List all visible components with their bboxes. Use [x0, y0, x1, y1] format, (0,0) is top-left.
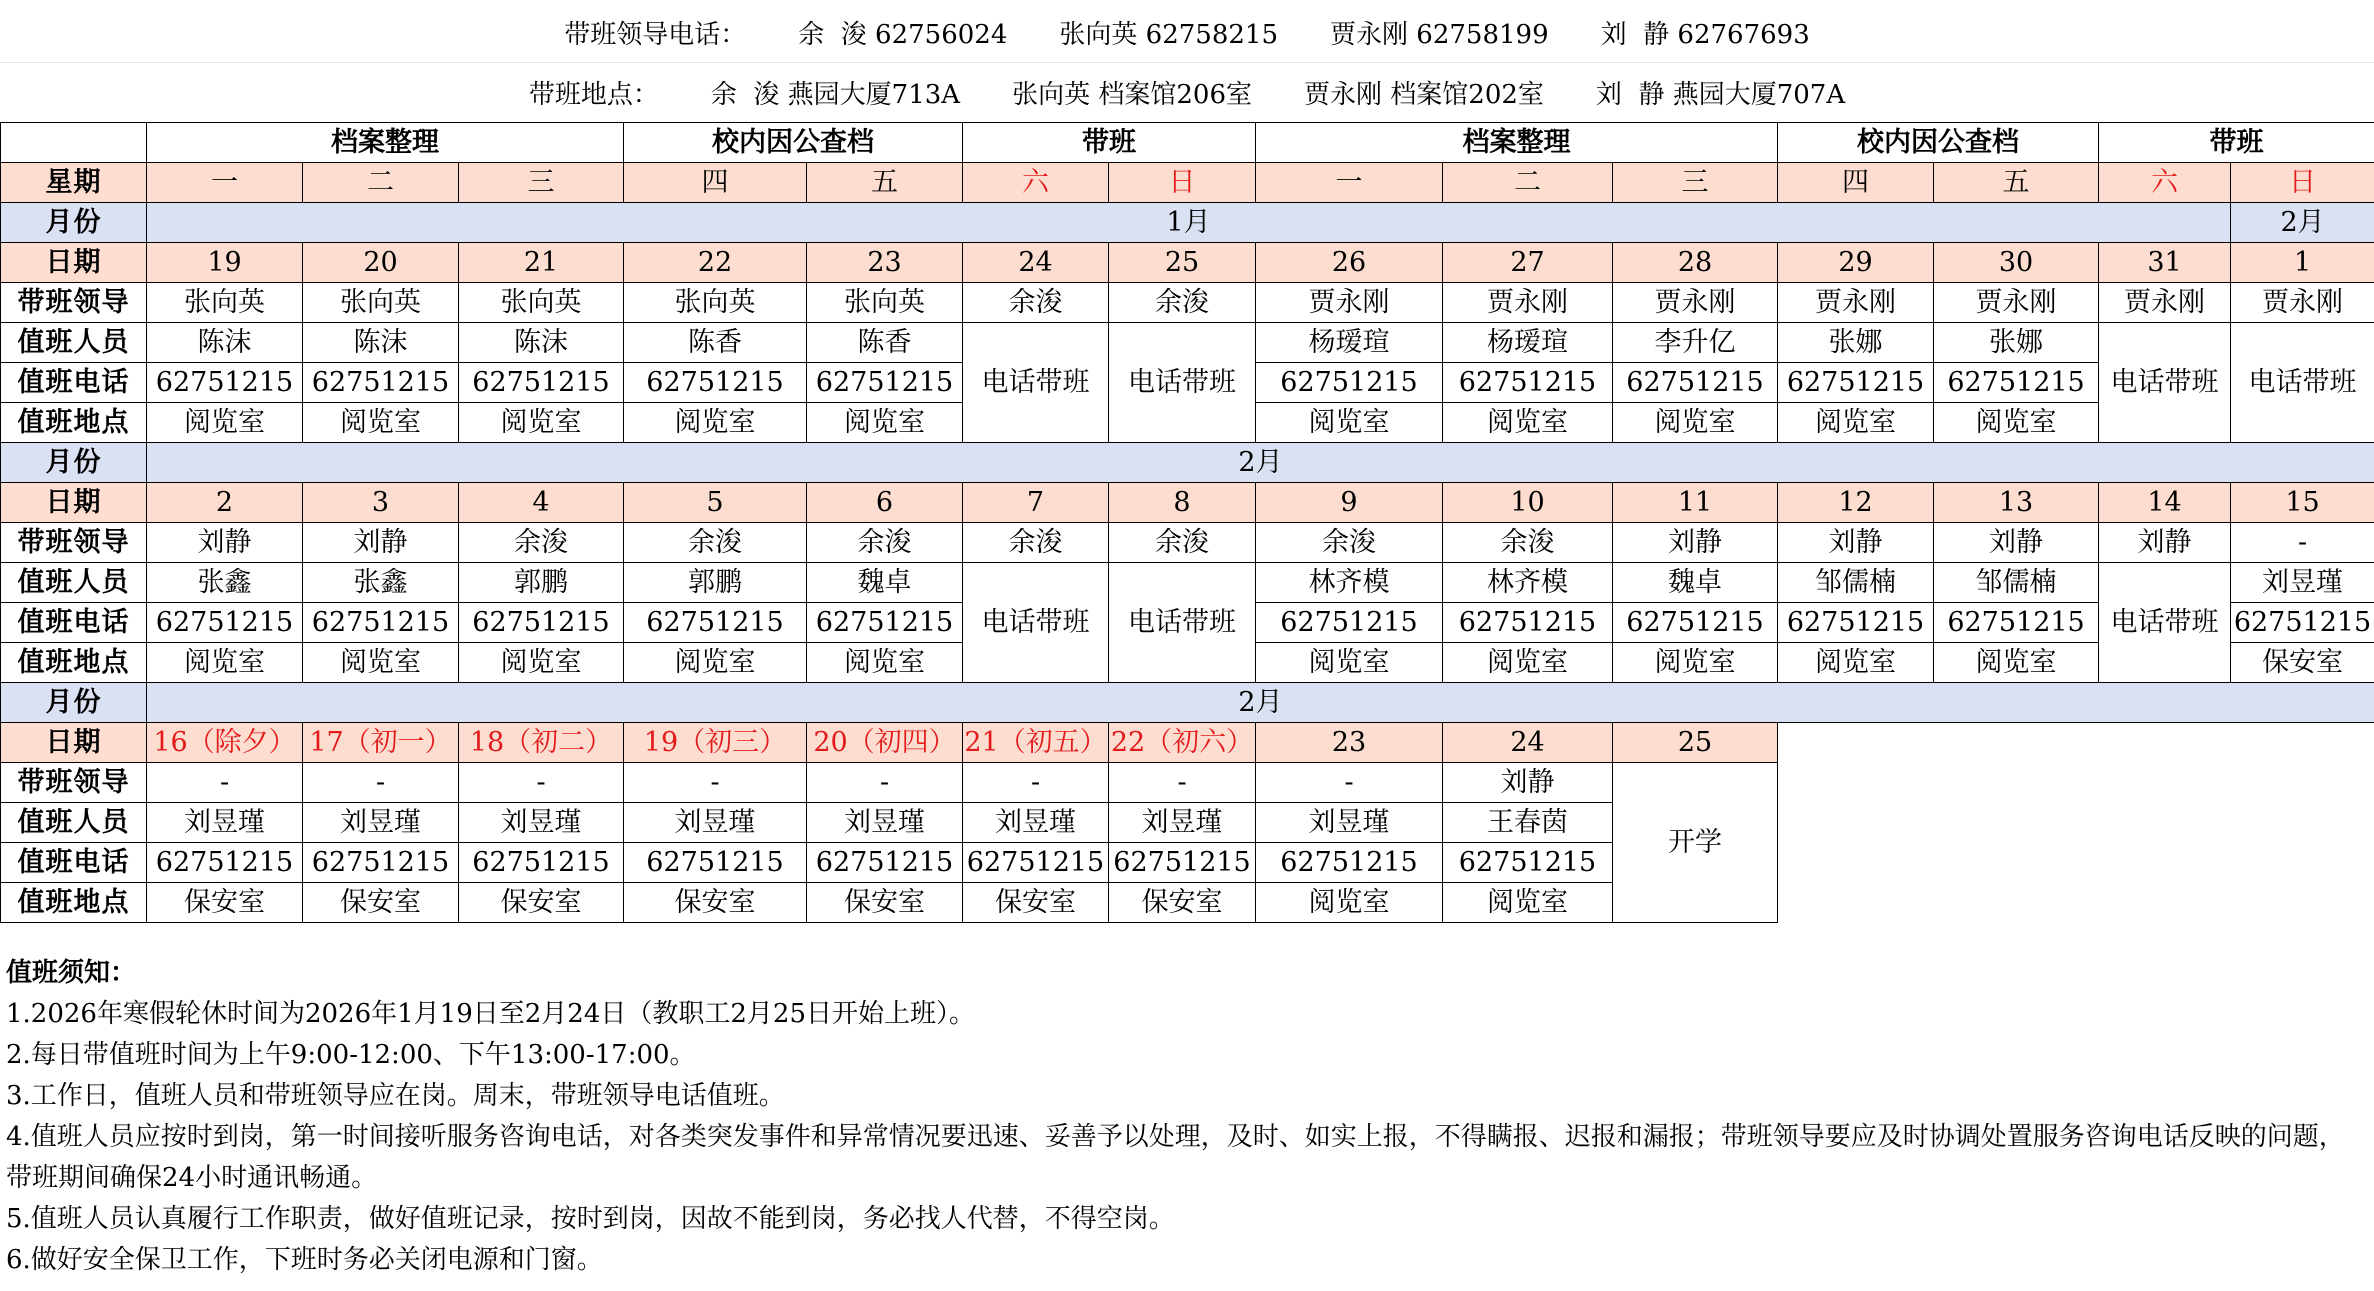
date-cell: 23: [1256, 723, 1443, 763]
date-cell: 1: [2231, 243, 2374, 283]
place-cell: 阅览室: [1443, 403, 1613, 443]
date-label: 日期: [1, 243, 147, 283]
date-cell: 4: [459, 483, 624, 523]
leader-phone-number: 62756024: [875, 19, 1008, 50]
leader-cell: 贾永刚: [1443, 283, 1613, 323]
date-cell: 9: [1256, 483, 1443, 523]
leader-cell: -: [1109, 763, 1256, 803]
month-label: 月份: [1, 203, 147, 243]
place-cell: 阅览室: [1256, 643, 1443, 683]
phone-cell: 62751215: [459, 843, 624, 883]
phone-cell: 62751215: [1256, 843, 1443, 883]
place-cell: 阅览室: [1443, 883, 1613, 923]
leader-cell: 余浚: [963, 523, 1109, 563]
leader-cell: 刘静: [1443, 763, 1613, 803]
staff-label: 值班人员: [1, 563, 147, 603]
note-item: 1.2026年寒假轮休时间为2026年1月19日至2月24日（教职工2月25日开始上班）。: [6, 999, 976, 1029]
weekday-cell: 六: [2099, 163, 2231, 203]
date-cell: 28: [1613, 243, 1778, 283]
weekday-cell: 五: [807, 163, 963, 203]
date-cell: 15: [2231, 483, 2374, 523]
phone-cell: 62751215: [303, 603, 459, 643]
date-label: 日期: [1, 723, 147, 763]
phone-cell: 62751215: [1443, 363, 1613, 403]
empty-cell: [1934, 843, 2099, 883]
date-cell: 5: [624, 483, 807, 523]
staff-cell: 刘昱瑾: [1109, 803, 1256, 843]
date-cell: 13: [1934, 483, 2099, 523]
leader-cell: 刘静: [1613, 523, 1778, 563]
leader-cell: 余浚: [459, 523, 624, 563]
corner-cell: [1, 123, 147, 163]
place-cell: 阅览室: [459, 643, 624, 683]
place-cell: 保安室: [963, 883, 1109, 923]
month-cell: 2月: [2231, 203, 2374, 243]
staff-label: 值班人员: [1, 803, 147, 843]
place-cell: 阅览室: [1778, 643, 1934, 683]
weekday-cell: 日: [2231, 163, 2374, 203]
month-label: 月份: [1, 683, 147, 723]
date-cell: 20（初四）: [807, 723, 963, 763]
staff-label: 值班人员: [1, 323, 147, 363]
leader-location-label: 带班地点：: [528, 79, 659, 110]
leader-cell: 刘静: [2099, 523, 2231, 563]
phone-duty-cell: 电话带班: [1109, 323, 1256, 443]
leader-cell: -: [807, 763, 963, 803]
leader-location-name: 张向英: [1012, 79, 1091, 110]
date-cell: 24: [963, 243, 1109, 283]
leader-cell: 余浚: [807, 523, 963, 563]
category-header: 校内因公查档: [624, 123, 963, 163]
weekday-cell: 日: [1109, 163, 1256, 203]
note-item: 3.工作日，值班人员和带班领导应在岗。周末，带班领导电话值班。: [6, 1081, 785, 1111]
leader-location-name: 余 浚: [710, 79, 780, 110]
place-cell: 阅览室: [303, 643, 459, 683]
date-cell: 25: [1109, 243, 1256, 283]
leader-location-place: 燕园大厦713A: [787, 79, 961, 110]
phone-cell: 62751215: [807, 603, 963, 643]
duty-notes: [6, 953, 2366, 1281]
phone-cell: 62751215: [303, 363, 459, 403]
empty-cell: [2099, 803, 2231, 843]
staff-cell: 陈香: [807, 323, 963, 363]
leader-location-header: [0, 62, 2374, 122]
leader-cell: 刘静: [147, 523, 303, 563]
leader-cell: 张向英: [807, 283, 963, 323]
date-cell: 19（初三）: [624, 723, 807, 763]
note-item: 4.值班人员应按时到岗，第一时间接听服务咨询电话，对各类突发事件和异常情况要迅速、妥善予以处理，及时、如实上报，不得瞒报、迟报和漏报；带班领导要应及时协调处置服务咨询电话反映的问题，带班期间确保24小时通讯畅通。: [6, 1122, 2345, 1193]
staff-cell: 杨瑷瑄: [1256, 323, 1443, 363]
phone-cell: 62751215: [459, 603, 624, 643]
staff-cell: 刘昱瑾: [459, 803, 624, 843]
phone-cell: 62751215: [1256, 603, 1443, 643]
phone-label: 值班电话: [1, 843, 147, 883]
date-cell: 30: [1934, 243, 2099, 283]
notes-title: 值班须知：: [6, 958, 137, 988]
place-cell: 阅览室: [459, 403, 624, 443]
leader-cell: 贾永刚: [1778, 283, 1934, 323]
phone-cell: 62751215: [147, 363, 303, 403]
phone-cell: 62751215: [1109, 843, 1256, 883]
note-item: 5.值班人员认真履行工作职责，做好值班记录，按时到岗，因故不能到岗，务必找人代替，不得空岗。: [6, 1204, 1175, 1234]
date-cell: 22（初六）: [1109, 723, 1256, 763]
month-cell: 1月: [147, 203, 2231, 243]
leader-phone-number: 62758215: [1145, 19, 1278, 50]
staff-cell: 陈沫: [303, 323, 459, 363]
weekday-cell: 六: [963, 163, 1109, 203]
phone-cell: 62751215: [147, 603, 303, 643]
date-cell: 26: [1256, 243, 1443, 283]
weekday-cell: 四: [624, 163, 807, 203]
place-cell: 保安室: [1109, 883, 1256, 923]
staff-cell: 郭鹏: [459, 563, 624, 603]
date-cell: 7: [963, 483, 1109, 523]
phone-cell: 62751215: [147, 843, 303, 883]
staff-cell: 刘昱瑾: [807, 803, 963, 843]
weekday-cell: 五: [1934, 163, 2099, 203]
leader-phone-number: 62767693: [1677, 19, 1810, 50]
leader-cell: 张向英: [624, 283, 807, 323]
leader-cell: 贾永刚: [1934, 283, 2099, 323]
staff-cell: 陈香: [624, 323, 807, 363]
date-cell: 25: [1613, 723, 1778, 763]
phone-duty-cell: 电话带班: [1109, 563, 1256, 683]
phone-cell: 62751215: [1778, 363, 1934, 403]
leader-label: 带班领导: [1, 763, 147, 803]
date-cell: 21（初五）: [963, 723, 1109, 763]
place-cell: 保安室: [147, 883, 303, 923]
phone-cell: 62751215: [1256, 363, 1443, 403]
date-cell: 16（除夕）: [147, 723, 303, 763]
empty-cell: [2231, 843, 2374, 883]
date-cell: 3: [303, 483, 459, 523]
place-label: 值班地点: [1, 403, 147, 443]
date-cell: 27: [1443, 243, 1613, 283]
leader-cell: -: [1256, 763, 1443, 803]
empty-cell: [2231, 723, 2374, 763]
phone-cell: 62751215: [1934, 603, 2099, 643]
phone-duty-cell: 电话带班: [963, 323, 1109, 443]
school-start-cell: 开学: [1613, 763, 1778, 923]
phone-cell: 62751215: [1778, 603, 1934, 643]
staff-cell: 刘昱瑾: [147, 803, 303, 843]
staff-cell: 陈沫: [459, 323, 624, 363]
note-item: 2.每日带值班时间为上午9:00-12:00、下午13:00-17:00。: [6, 1040, 696, 1070]
staff-cell: 郭鹏: [624, 563, 807, 603]
leader-cell: -: [2231, 523, 2374, 563]
leader-cell: 刘静: [1934, 523, 2099, 563]
leader-cell: 余浚: [1109, 283, 1256, 323]
staff-cell: 刘昱瑾: [624, 803, 807, 843]
phone-duty-cell: 电话带班: [2099, 563, 2231, 683]
leader-phone-name: 余 浚: [798, 19, 867, 50]
phone-duty-cell: 电话带班: [963, 563, 1109, 683]
empty-cell: [2099, 883, 2231, 923]
leader-cell: 贾永刚: [2231, 283, 2374, 323]
date-cell: 18（初二）: [459, 723, 624, 763]
weekday-cell: 三: [459, 163, 624, 203]
leader-phone-name: 刘 静: [1600, 19, 1670, 50]
staff-cell: 邹儒楠: [1778, 563, 1934, 603]
place-cell: 阅览室: [807, 403, 963, 443]
phone-cell: 62751215: [807, 363, 963, 403]
staff-cell: 刘昱瑾: [303, 803, 459, 843]
place-cell: 保安室: [807, 883, 963, 923]
phone-cell: 62751215: [624, 843, 807, 883]
date-cell: 21: [459, 243, 624, 283]
staff-cell: 刘昱瑾: [2231, 563, 2374, 603]
empty-cell: [2099, 843, 2231, 883]
leader-cell: 余浚: [963, 283, 1109, 323]
weekday-cell: 一: [147, 163, 303, 203]
leader-cell: 余浚: [624, 523, 807, 563]
date-cell: 31: [2099, 243, 2231, 283]
duty-schedule-table: [0, 122, 2374, 923]
staff-cell: 刘昱瑾: [1256, 803, 1443, 843]
phone-cell: 62751215: [624, 603, 807, 643]
leader-phone-name: 张向英: [1059, 19, 1138, 50]
place-cell: 阅览室: [1934, 643, 2099, 683]
date-cell: 29: [1778, 243, 1934, 283]
staff-cell: 陈沫: [147, 323, 303, 363]
category-header: 带班: [2099, 123, 2374, 163]
place-cell: 阅览室: [147, 643, 303, 683]
phone-cell: 62751215: [1443, 603, 1613, 643]
date-cell: 23: [807, 243, 963, 283]
weekday-cell: 二: [1443, 163, 1613, 203]
empty-cell: [1778, 883, 1934, 923]
staff-cell: 张娜: [1778, 323, 1934, 363]
date-cell: 14: [2099, 483, 2231, 523]
phone-cell: 62751215: [963, 843, 1109, 883]
place-cell: 阅览室: [1613, 403, 1778, 443]
empty-cell: [1778, 723, 1934, 763]
leader-cell: 贾永刚: [1613, 283, 1778, 323]
leader-cell: -: [147, 763, 303, 803]
staff-cell: 王春茵: [1443, 803, 1613, 843]
leader-location-name: 刘 静: [1595, 79, 1665, 110]
phone-cell: 62751215: [1443, 843, 1613, 883]
leader-cell: -: [459, 763, 624, 803]
place-cell: 阅览室: [624, 403, 807, 443]
weekday-label: 星期: [1, 163, 147, 203]
leader-cell: 张向英: [459, 283, 624, 323]
month-cell: 2月: [147, 683, 2374, 723]
leader-cell: 贾永刚: [1256, 283, 1443, 323]
staff-cell: 刘昱瑾: [963, 803, 1109, 843]
leader-cell: 余浚: [1109, 523, 1256, 563]
empty-cell: [1778, 763, 1934, 803]
place-label: 值班地点: [1, 883, 147, 923]
leader-location-place: 档案馆206室: [1098, 79, 1252, 110]
phone-duty-cell: 电话带班: [2099, 323, 2231, 443]
place-label: 值班地点: [1, 643, 147, 683]
phone-duty-cell: 电话带班: [2231, 323, 2374, 443]
phone-cell: 62751215: [624, 363, 807, 403]
date-cell: 10: [1443, 483, 1613, 523]
month-label: 月份: [1, 443, 147, 483]
date-cell: 12: [1778, 483, 1934, 523]
date-cell: 8: [1109, 483, 1256, 523]
date-cell: 22: [624, 243, 807, 283]
staff-cell: 张鑫: [147, 563, 303, 603]
place-cell: 阅览室: [807, 643, 963, 683]
place-cell: 阅览室: [1443, 643, 1613, 683]
leader-cell: 刘静: [1778, 523, 1934, 563]
empty-cell: [2231, 803, 2374, 843]
empty-cell: [1778, 803, 1934, 843]
empty-cell: [2099, 723, 2231, 763]
weekday-cell: 二: [303, 163, 459, 203]
empty-cell: [1778, 843, 1934, 883]
staff-cell: 林齐模: [1256, 563, 1443, 603]
phone-cell: 62751215: [807, 843, 963, 883]
staff-cell: 邹儒楠: [1934, 563, 2099, 603]
phone-cell: 62751215: [1934, 363, 2099, 403]
category-header: 档案整理: [147, 123, 624, 163]
staff-cell: 杨瑷瑄: [1443, 323, 1613, 363]
phone-label: 值班电话: [1, 603, 147, 643]
date-cell: 6: [807, 483, 963, 523]
place-cell: 阅览室: [147, 403, 303, 443]
date-cell: 17（初一）: [303, 723, 459, 763]
phone-label: 值班电话: [1, 363, 147, 403]
date-label: 日期: [1, 483, 147, 523]
leader-cell: 余浚: [1256, 523, 1443, 563]
place-cell: 阅览室: [1778, 403, 1934, 443]
leader-location-place: 燕园大厦707A: [1672, 79, 1846, 110]
phone-cell: 62751215: [2231, 603, 2374, 643]
phone-cell: 62751215: [459, 363, 624, 403]
empty-cell: [2231, 883, 2374, 923]
leader-cell: 张向英: [303, 283, 459, 323]
leader-cell: -: [303, 763, 459, 803]
place-cell: 阅览室: [1256, 883, 1443, 923]
leader-cell: 张向英: [147, 283, 303, 323]
weekday-cell: 三: [1613, 163, 1778, 203]
leader-label: 带班领导: [1, 523, 147, 563]
place-cell: 保安室: [624, 883, 807, 923]
staff-cell: 魏卓: [807, 563, 963, 603]
category-header: 档案整理: [1256, 123, 1778, 163]
date-cell: 24: [1443, 723, 1613, 763]
leader-location-place: 档案馆202室: [1390, 79, 1544, 110]
place-cell: 阅览室: [1934, 403, 2099, 443]
staff-cell: 张鑫: [303, 563, 459, 603]
phone-cell: 62751215: [1613, 603, 1778, 643]
phone-cell: 62751215: [303, 843, 459, 883]
note-item: 6.做好安全保卫工作，下班时务必关闭电源和门窗。: [6, 1245, 603, 1275]
leader-label: 带班领导: [1, 283, 147, 323]
weekday-cell: 四: [1778, 163, 1934, 203]
date-cell: 11: [1613, 483, 1778, 523]
date-cell: 2: [147, 483, 303, 523]
empty-cell: [1934, 803, 2099, 843]
month-cell: 2月: [147, 443, 2374, 483]
leader-phone-number: 62758199: [1416, 19, 1549, 50]
date-cell: 19: [147, 243, 303, 283]
leader-cell: 余浚: [1443, 523, 1613, 563]
place-cell: 阅览室: [624, 643, 807, 683]
place-cell: 保安室: [303, 883, 459, 923]
leader-cell: -: [963, 763, 1109, 803]
leader-cell: 刘静: [303, 523, 459, 563]
place-cell: 阅览室: [1613, 643, 1778, 683]
place-cell: 阅览室: [303, 403, 459, 443]
empty-cell: [2231, 763, 2374, 803]
staff-cell: 魏卓: [1613, 563, 1778, 603]
empty-cell: [1934, 883, 2099, 923]
leader-phone-header: [0, 2, 2374, 63]
staff-cell: 李升亿: [1613, 323, 1778, 363]
leader-phone-label: 带班领导电话：: [564, 19, 747, 50]
leader-location-name: 贾永刚: [1304, 79, 1383, 110]
category-header: 校内因公查档: [1778, 123, 2099, 163]
place-cell: 阅览室: [1256, 403, 1443, 443]
phone-cell: 62751215: [1613, 363, 1778, 403]
place-cell: 保安室: [2231, 643, 2374, 683]
category-header: 带班: [963, 123, 1256, 163]
staff-cell: 林齐模: [1443, 563, 1613, 603]
place-cell: 保安室: [459, 883, 624, 923]
staff-cell: 张娜: [1934, 323, 2099, 363]
empty-cell: [1934, 723, 2099, 763]
weekday-cell: 一: [1256, 163, 1443, 203]
leader-phone-name: 贾永刚: [1330, 19, 1409, 50]
leader-cell: -: [624, 763, 807, 803]
empty-cell: [2099, 763, 2231, 803]
date-cell: 20: [303, 243, 459, 283]
leader-cell: 贾永刚: [2099, 283, 2231, 323]
empty-cell: [1934, 763, 2099, 803]
